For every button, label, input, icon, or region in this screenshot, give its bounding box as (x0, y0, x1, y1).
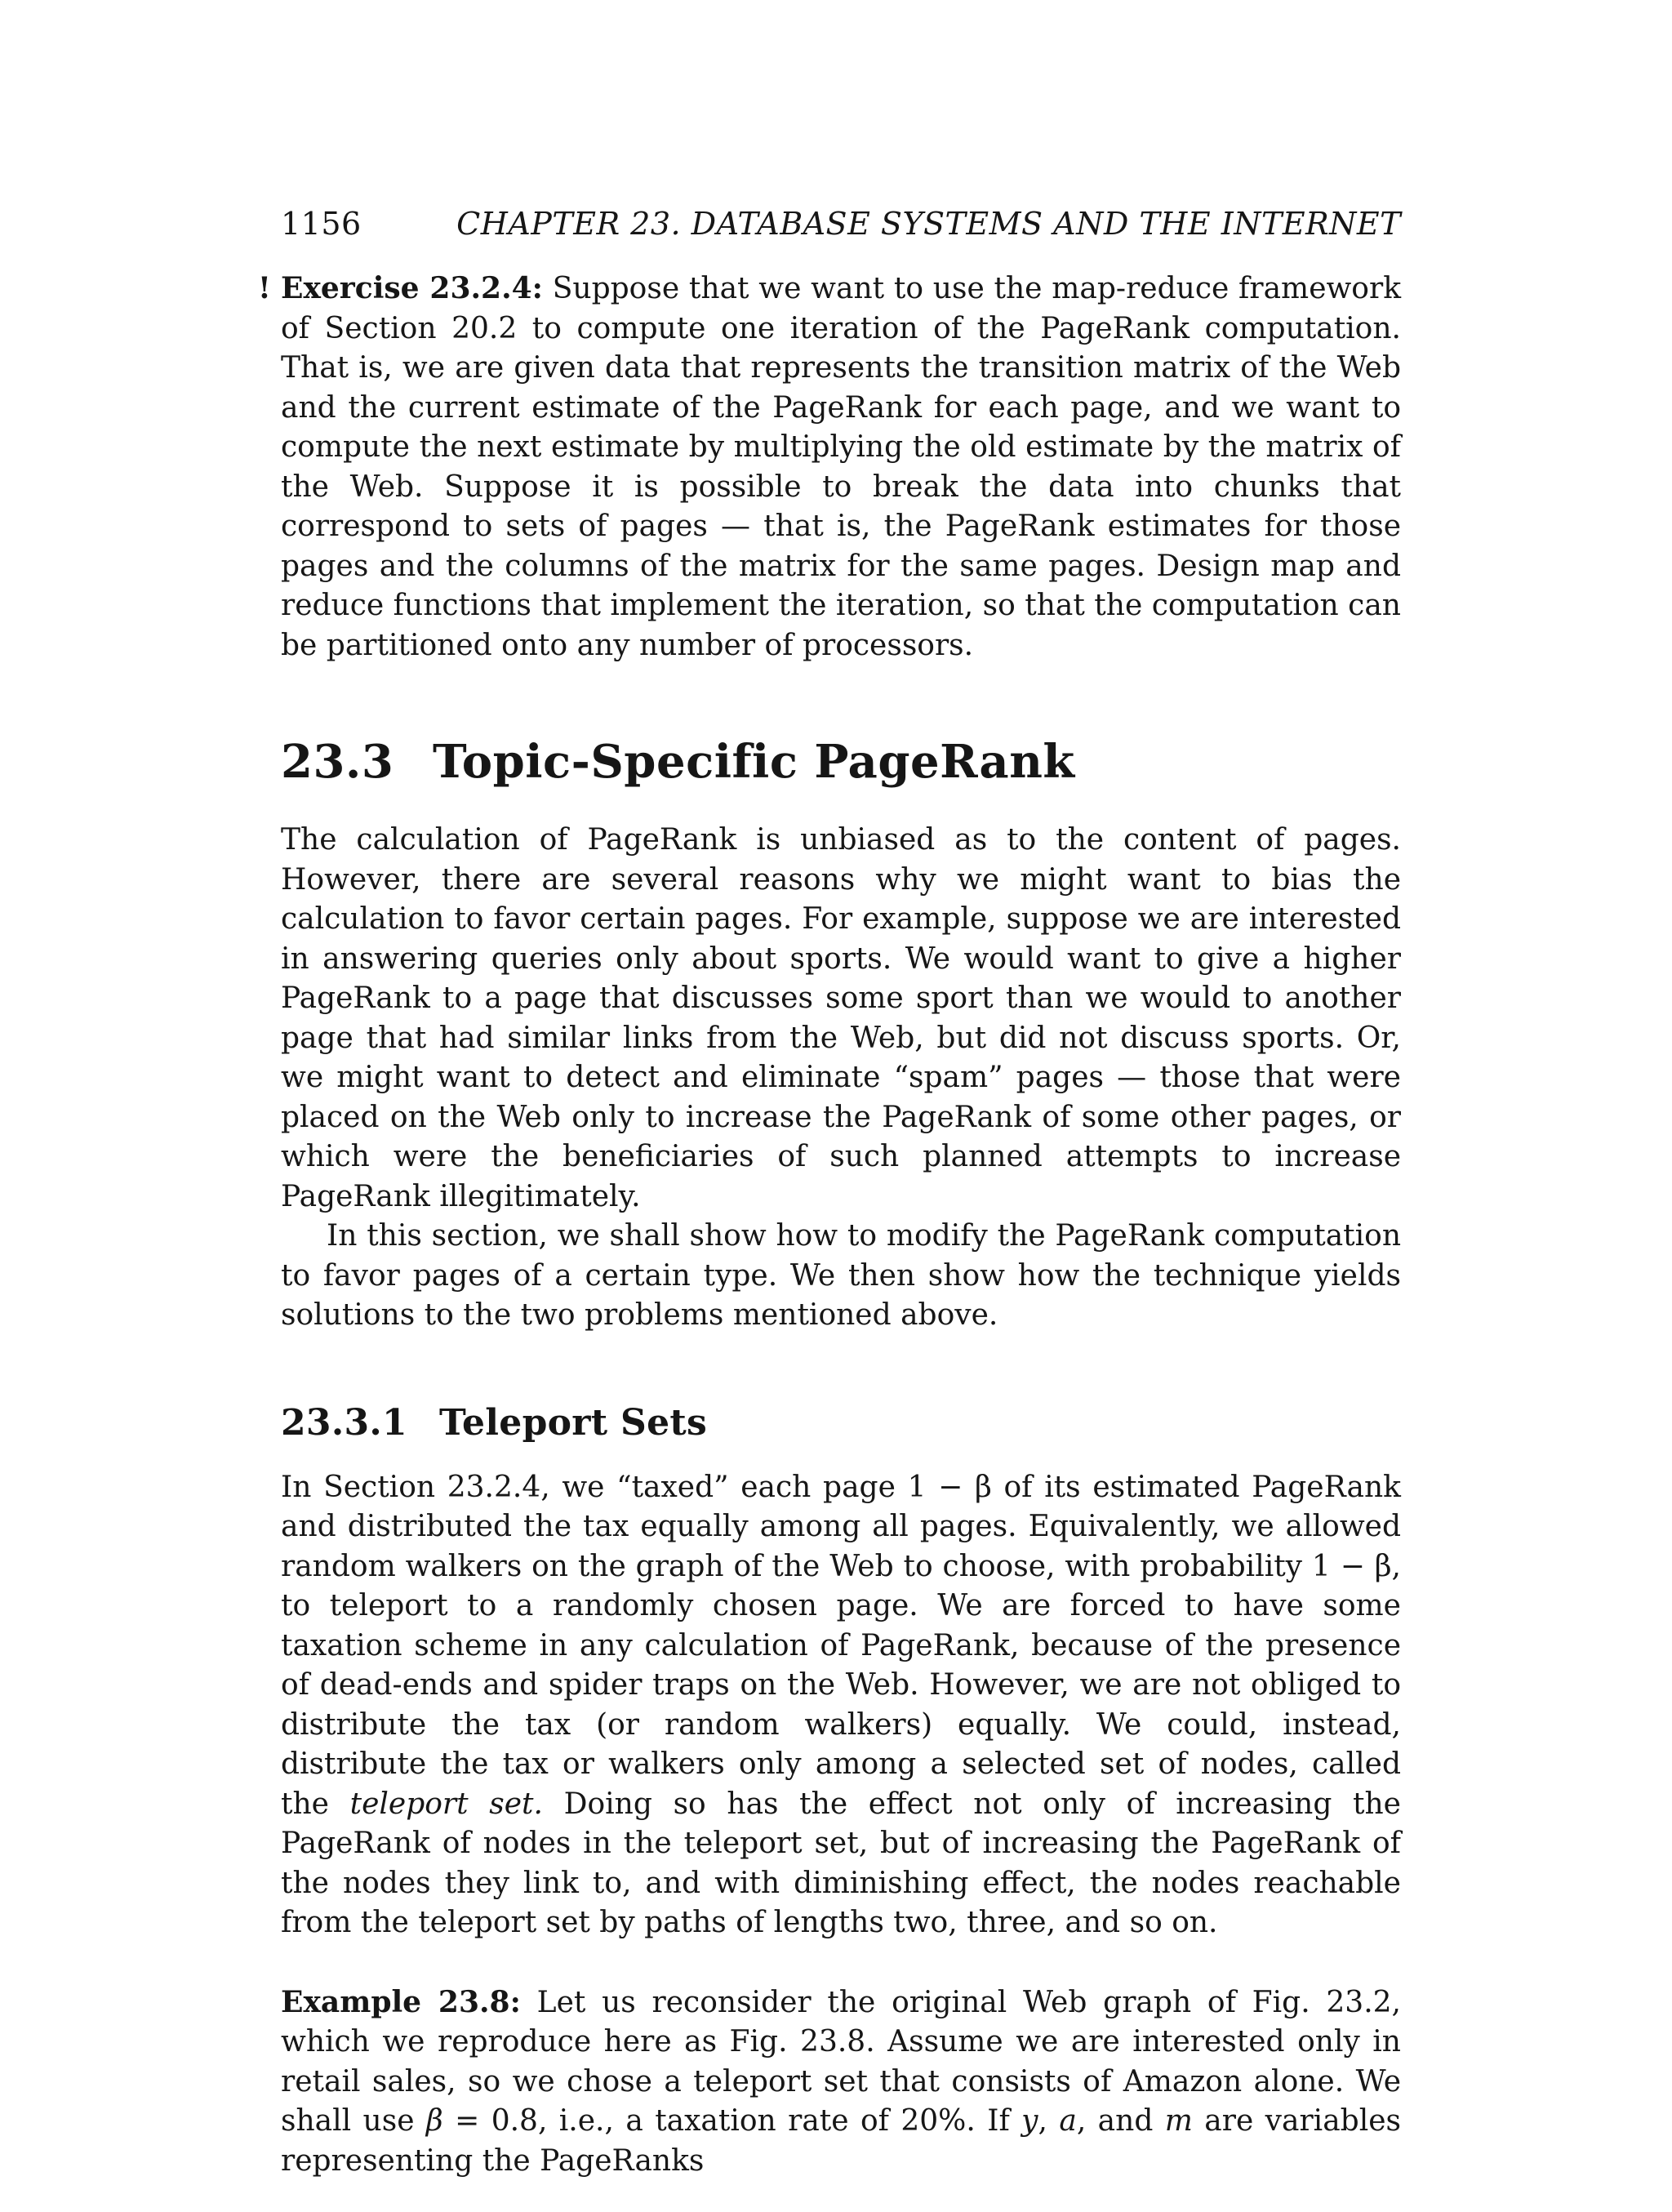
exercise-label: Exercise 23.2.4: (281, 271, 543, 305)
page-number: 1156 (281, 206, 362, 242)
book-page (258, 204, 1402, 2181)
var-y: y (1021, 2104, 1038, 2138)
example-sep-1: , (1038, 2104, 1060, 2138)
chapter-title: CHAPTER 23. DATABASE SYSTEMS AND THE INTERNET (456, 206, 1401, 242)
section-paragraph-2: In this section, we shall show how to modify the PageRank computation to favor pages of a certain type. We then show how the technique yields solutions to the two problems mentioned above. (281, 1219, 1401, 1332)
example-text-1: Let us reconsider the original Web graph of Fig. 23.2, which we reproduce here as Fig. 23.8. Assume we are interested only in retail sales, so we chose a teleport set that consists of Amazon alone. We shall use (281, 1985, 1401, 2138)
section-title: Topic-Specific PageRank (433, 735, 1075, 789)
section-paragraph-1: The calculation of PageRank is unbiased as to the content of pages. However, there are several reasons why we might want to bias the calculation to favor certain pages. For example, suppose we are interested in answering queries only about sports. We would want to give a higher PageRank to a page that discusses some sport than we would to another page that had similar links from the Web, but did not discuss sports. Or, we might want to detect and eliminate “spam” pages — those that were placed on the Web only to increase the PageRank of some other pages, or which were the beneficiaries of such planned attempts to increase PageRank illegitimately. (281, 823, 1401, 1213)
section-heading (281, 732, 1401, 791)
var-a: a (1059, 2104, 1077, 2138)
var-m: m (1164, 2104, 1193, 2138)
example-23-8 (281, 1983, 1401, 2182)
subsection-title: Teleport Sets (439, 1401, 708, 1444)
example-sep-2: , and (1076, 2104, 1165, 2138)
teleport-text-before: In Section 23.2.4, we “taxed” each page 1 − β of its estimated PageRank and distributed the tax equally among all pages. Equivalently, we allowed random walkers on the graph of the Web to choose, with probability 1 − β, to teleport to a randomly chosen page. We are forced to have some taxation scheme in any calculation of PageRank, because of the presence of dead-ends and spider traps on the Web. However, we are not obliged to distribute the tax (or random walkers) equally. We could, instead, distribute the tax or walkers only among a selected set of nodes, called the (281, 1470, 1401, 1821)
example-text-2: = 0.8, i.e., a taxation rate of 20%. If (442, 2104, 1022, 2138)
example-label: Example 23.8: (281, 1984, 521, 2019)
beta-symbol: β (425, 2104, 443, 2138)
running-head (281, 204, 1401, 243)
teleport-sets-paragraph (281, 1468, 1401, 1943)
section-number: 23.3 (281, 735, 394, 789)
subsection-number: 23.3.1 (281, 1401, 407, 1444)
exercise-text: Suppose that we want to use the map-reduce framework of Section 20.2 to compute one iteration of the PageRank computation. That is, we are given data that represents the transition matrix of the Web and the current estimate of the PageRank for each page, and we want to compute the next estimate by multiplying the old estimate by the matrix of the Web. Suppose it is possible to break the data into chunks that correspond to sets of pages — that is, the PageRank estimates for those pages and the columns of the matrix for the same pages. Design map and reduce functions that implement the iteration, so that the computation can be partitioned onto any number of processors. (281, 272, 1402, 662)
teleport-set-term: teleport set. (349, 1787, 543, 1821)
example-text-3: are variables representing the PageRanks (281, 2104, 1402, 2178)
exercise-23-2-4 (258, 269, 1402, 665)
difficulty-marker: ! (258, 271, 271, 305)
subsection-heading (281, 1400, 1401, 1447)
teleport-text-after: Doing so has the effect not only of increasing the PageRank of nodes in the teleport set, but of increasing the PageRank of the nodes they link to, and with diminishing effect, the nodes reachable from the teleport set by paths of lengths two, three, and so on. (281, 1787, 1401, 1939)
